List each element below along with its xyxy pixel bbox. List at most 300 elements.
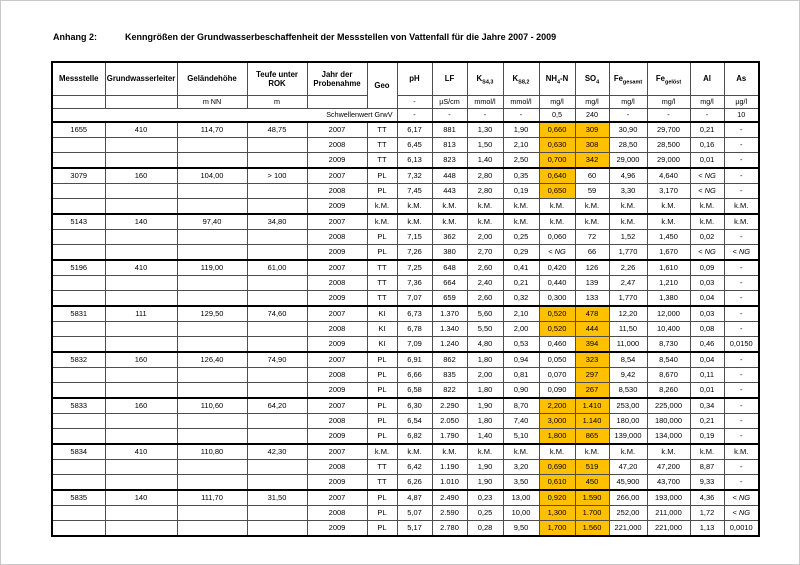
value-cell: 519	[575, 460, 609, 475]
value-cell: 0,21	[690, 414, 724, 429]
value-cell: 1,210	[647, 276, 690, 291]
value-cell: 8,670	[647, 368, 690, 383]
column-header-grundwasserleiter: Grundwasserleiter	[105, 62, 177, 96]
year-cell: 2009	[307, 291, 367, 307]
value-cell: 6,45	[397, 138, 432, 153]
value-cell: 6,82	[397, 429, 432, 445]
station-id-cell: 3079	[52, 168, 105, 184]
value-cell: k.M.	[397, 444, 432, 460]
threshold-value-cell: -	[609, 109, 647, 123]
value-cell: 865	[575, 429, 609, 445]
table-header	[52, 62, 759, 122]
header-main: Fe	[613, 74, 623, 84]
aquifer-cell	[105, 153, 177, 169]
year-cell: 2008	[307, 184, 367, 199]
value-cell: 1,40	[467, 429, 503, 445]
value-cell: 7,32	[397, 168, 432, 184]
value-cell: -	[724, 291, 759, 307]
ground-elevation-cell	[177, 460, 247, 475]
value-cell: -	[724, 414, 759, 429]
value-cell: < NG	[690, 184, 724, 199]
header-subscript: S4,3	[482, 79, 494, 86]
geo-cell: TT	[367, 276, 397, 291]
year-cell: 2007	[307, 260, 367, 276]
value-cell: 2,50	[503, 153, 539, 169]
value-cell: 8,70	[503, 398, 539, 414]
value-cell: -	[724, 122, 759, 138]
value-cell: 0,32	[503, 291, 539, 307]
column-header-as	[724, 62, 759, 96]
table-row	[52, 306, 759, 322]
aquifer-cell: 160	[105, 352, 177, 368]
value-cell: 0,01	[690, 383, 724, 399]
aquifer-cell	[105, 276, 177, 291]
value-cell: -	[724, 153, 759, 169]
aquifer-cell	[105, 230, 177, 245]
value-cell: -	[724, 260, 759, 276]
value-cell: k.M.	[432, 199, 467, 215]
value-cell: 8,730	[647, 337, 690, 353]
station-id-cell	[52, 383, 105, 399]
geo-cell: PL	[367, 184, 397, 199]
value-cell: 45,900	[609, 475, 647, 491]
value-cell: 2,00	[467, 368, 503, 383]
value-cell: 2,10	[503, 306, 539, 322]
value-cell: 1.370	[432, 306, 467, 322]
station-id-cell	[52, 153, 105, 169]
depth-cell	[247, 245, 307, 261]
value-cell: 0,90	[503, 383, 539, 399]
station-id-cell	[52, 460, 105, 475]
value-cell: < NG	[724, 490, 759, 506]
value-cell: 448	[432, 168, 467, 184]
ground-elevation-cell	[177, 153, 247, 169]
value-cell: 0,11	[690, 368, 724, 383]
geo-cell: KI	[367, 322, 397, 337]
ground-elevation-cell: 97,40	[177, 214, 247, 230]
value-cell: 0,02	[690, 230, 724, 245]
value-cell: 1.590	[575, 490, 609, 506]
table-row	[52, 490, 759, 506]
value-cell: 5,07	[397, 506, 432, 521]
value-cell: 444	[575, 322, 609, 337]
value-cell: 0,520	[539, 322, 575, 337]
value-cell: 1,700	[539, 521, 575, 537]
depth-cell	[247, 460, 307, 475]
value-cell: 0,01	[690, 153, 724, 169]
value-cell: k.M.	[467, 444, 503, 460]
value-cell: 253,00	[609, 398, 647, 414]
value-cell: 12,20	[609, 306, 647, 322]
aquifer-cell	[105, 429, 177, 445]
value-cell: k.M.	[609, 214, 647, 230]
value-cell: k.M.	[397, 214, 432, 230]
header-row-units	[52, 96, 759, 109]
geo-cell: PL	[367, 245, 397, 261]
table-row	[52, 506, 759, 521]
value-cell: 211,000	[647, 506, 690, 521]
value-cell: 180,00	[609, 414, 647, 429]
value-cell: 1,300	[539, 506, 575, 521]
value-cell: k.M.	[539, 214, 575, 230]
value-cell: 2,00	[467, 230, 503, 245]
value-cell: 72	[575, 230, 609, 245]
ground-elevation-cell	[177, 337, 247, 353]
station-id-cell	[52, 245, 105, 261]
year-cell: 2009	[307, 383, 367, 399]
geo-cell: PL	[367, 490, 397, 506]
ground-elevation-cell	[177, 199, 247, 215]
header-main: Fe	[655, 74, 665, 84]
depth-cell: 74,90	[247, 352, 307, 368]
value-cell: 0,300	[539, 291, 575, 307]
table-row	[52, 368, 759, 383]
value-cell: 0,690	[539, 460, 575, 475]
value-cell: 3,20	[503, 460, 539, 475]
value-cell: 0,0010	[724, 521, 759, 537]
value-cell: 0,700	[539, 153, 575, 169]
station-id-cell: 5831	[52, 306, 105, 322]
year-cell: 2007	[307, 214, 367, 230]
ground-elevation-cell: 111,70	[177, 490, 247, 506]
station-id-cell	[52, 184, 105, 199]
year-cell: 2009	[307, 153, 367, 169]
table-row	[52, 168, 759, 184]
value-cell: 4,36	[690, 490, 724, 506]
value-cell: k.M.	[503, 214, 539, 230]
unit-cell	[52, 96, 105, 109]
threshold-label: Schwellenwert GrwV	[52, 109, 397, 123]
value-cell: -	[724, 230, 759, 245]
value-cell: 0,090	[539, 383, 575, 399]
aquifer-cell: 160	[105, 398, 177, 414]
value-cell: 862	[432, 352, 467, 368]
value-cell: 30,90	[609, 122, 647, 138]
depth-cell	[247, 291, 307, 307]
value-cell: 3,170	[647, 184, 690, 199]
value-cell: -	[724, 429, 759, 445]
value-cell: 28,500	[647, 138, 690, 153]
value-cell: k.M.	[724, 214, 759, 230]
value-cell: 0,23	[467, 490, 503, 506]
value-cell: 6,30	[397, 398, 432, 414]
geo-cell: k.M.	[367, 214, 397, 230]
header-main: NH	[545, 74, 557, 84]
header-main: Al	[703, 74, 711, 84]
value-cell: k.M.	[724, 444, 759, 460]
column-header-nh4-n	[539, 62, 575, 96]
value-cell: 1.410	[575, 398, 609, 414]
value-cell: 297	[575, 368, 609, 383]
value-cell: 221,000	[609, 521, 647, 537]
ground-elevation-cell: 129,50	[177, 306, 247, 322]
value-cell: 813	[432, 138, 467, 153]
column-header-so4	[575, 62, 609, 96]
ground-elevation-cell: 110,60	[177, 398, 247, 414]
value-cell: 11,000	[609, 337, 647, 353]
value-cell: 0,920	[539, 490, 575, 506]
aquifer-cell: 140	[105, 214, 177, 230]
depth-cell	[247, 230, 307, 245]
value-cell: 659	[432, 291, 467, 307]
value-cell: 0,21	[503, 276, 539, 291]
value-cell: 0,630	[539, 138, 575, 153]
depth-cell	[247, 506, 307, 521]
aquifer-cell: 140	[105, 490, 177, 506]
value-cell: 1,770	[609, 291, 647, 307]
value-cell: 2.050	[432, 414, 467, 429]
header-subscript: gelöst	[664, 79, 682, 86]
value-cell: 0,460	[539, 337, 575, 353]
value-cell: 1,52	[609, 230, 647, 245]
value-cell: k.M.	[609, 444, 647, 460]
value-cell: 6,78	[397, 322, 432, 337]
value-cell: -	[724, 383, 759, 399]
value-cell: 0,050	[539, 352, 575, 368]
header-main: LF	[444, 74, 455, 84]
table-row	[52, 460, 759, 475]
ground-elevation-cell	[177, 368, 247, 383]
value-cell: 0,25	[467, 506, 503, 521]
station-id-cell	[52, 506, 105, 521]
value-cell: 0,19	[503, 184, 539, 199]
value-cell: 2,10	[503, 138, 539, 153]
column-header-geo: Geo	[367, 62, 397, 109]
aquifer-cell	[105, 199, 177, 215]
depth-cell	[247, 414, 307, 429]
value-cell: k.M.	[647, 444, 690, 460]
value-cell: 5,17	[397, 521, 432, 537]
value-cell: k.M.	[690, 214, 724, 230]
table-row	[52, 291, 759, 307]
table-row	[52, 322, 759, 337]
value-cell: 0,640	[539, 168, 575, 184]
depth-cell	[247, 383, 307, 399]
value-cell: 835	[432, 368, 467, 383]
year-cell: 2008	[307, 322, 367, 337]
aquifer-cell	[105, 521, 177, 537]
value-cell: 0,610	[539, 475, 575, 491]
value-cell: 0,19	[690, 429, 724, 445]
value-cell: 7,25	[397, 260, 432, 276]
value-cell: 0,03	[690, 276, 724, 291]
value-cell: 0,070	[539, 368, 575, 383]
value-cell: -	[724, 138, 759, 153]
value-cell: 1,30	[467, 122, 503, 138]
value-cell: 1,770	[609, 245, 647, 261]
value-cell: 1,80	[467, 414, 503, 429]
ground-elevation-cell	[177, 276, 247, 291]
aquifer-cell: 160	[105, 168, 177, 184]
value-cell: -	[724, 276, 759, 291]
value-cell: 6,54	[397, 414, 432, 429]
value-cell: 6,91	[397, 352, 432, 368]
threshold-value-cell: 0,5	[539, 109, 575, 123]
value-cell: 0,21	[690, 122, 724, 138]
value-cell: < NG	[690, 245, 724, 261]
column-header-fegel-st	[647, 62, 690, 96]
value-cell: 29,700	[647, 122, 690, 138]
value-cell: 8,530	[609, 383, 647, 399]
value-cell: k.M.	[575, 199, 609, 215]
value-cell: 309	[575, 122, 609, 138]
geo-cell: TT	[367, 260, 397, 276]
value-cell: 0,04	[690, 352, 724, 368]
value-cell: 0,16	[690, 138, 724, 153]
header-main: SO	[584, 74, 597, 84]
value-cell: 0,41	[503, 260, 539, 276]
column-header-ph	[397, 62, 432, 96]
value-cell: 823	[432, 153, 467, 169]
year-cell: 2008	[307, 414, 367, 429]
value-cell: 133	[575, 291, 609, 307]
aquifer-cell: 410	[105, 260, 177, 276]
station-id-cell	[52, 276, 105, 291]
year-cell: 2007	[307, 398, 367, 414]
depth-cell	[247, 138, 307, 153]
value-cell: 0,520	[539, 306, 575, 322]
value-cell: 2,00	[503, 322, 539, 337]
value-cell: 0,04	[690, 291, 724, 307]
value-cell: 2,70	[467, 245, 503, 261]
geo-cell: PL	[367, 414, 397, 429]
value-cell: 6,42	[397, 460, 432, 475]
column-header-gel-ndeh-he: Geländehöhe	[177, 62, 247, 96]
table-row	[52, 214, 759, 230]
depth-cell: 61,00	[247, 260, 307, 276]
value-cell: 10,00	[503, 506, 539, 521]
aquifer-cell: 410	[105, 122, 177, 138]
value-cell: 1,610	[647, 260, 690, 276]
geo-cell: PL	[367, 398, 397, 414]
unit-cell: mg/l	[690, 96, 724, 109]
header-tail: -N	[560, 74, 569, 84]
value-cell: 59	[575, 184, 609, 199]
value-cell: 2.490	[432, 490, 467, 506]
value-cell: 7,36	[397, 276, 432, 291]
value-cell: 47,200	[647, 460, 690, 475]
value-cell: 3,50	[503, 475, 539, 491]
table-row	[52, 414, 759, 429]
year-cell: 2007	[307, 168, 367, 184]
value-cell: 126	[575, 260, 609, 276]
value-cell: k.M.	[647, 199, 690, 215]
column-header-teufe-unter-rok: Teufe unter ROK	[247, 62, 307, 96]
threshold-value-cell: 10	[724, 109, 759, 123]
year-cell: 2009	[307, 475, 367, 491]
station-id-cell	[52, 414, 105, 429]
value-cell: k.M.	[575, 214, 609, 230]
value-cell: 4,80	[467, 337, 503, 353]
value-cell: 1,80	[467, 383, 503, 399]
value-cell: 8,540	[647, 352, 690, 368]
value-cell: 1,380	[647, 291, 690, 307]
value-cell: 3,000	[539, 414, 575, 429]
value-cell: k.M.	[467, 199, 503, 215]
value-cell: 7,26	[397, 245, 432, 261]
table-row	[52, 276, 759, 291]
ground-elevation-cell	[177, 245, 247, 261]
value-cell: 1,72	[690, 506, 724, 521]
column-header-messstelle: Messstelle	[52, 62, 105, 96]
column-header-ks8-2	[503, 62, 539, 96]
value-cell: k.M.	[539, 199, 575, 215]
value-cell: 1.240	[432, 337, 467, 353]
header-main: pH	[409, 74, 420, 84]
value-cell: k.M.	[503, 199, 539, 215]
geo-cell: k.M.	[367, 444, 397, 460]
value-cell: 2.780	[432, 521, 467, 537]
station-id-cell: 5833	[52, 398, 105, 414]
value-cell: k.M.	[432, 214, 467, 230]
value-cell: 1.340	[432, 322, 467, 337]
table-row	[52, 260, 759, 276]
depth-cell: 34,80	[247, 214, 307, 230]
value-cell: 0,81	[503, 368, 539, 383]
value-cell: 0,060	[539, 230, 575, 245]
value-cell: 2.290	[432, 398, 467, 414]
value-cell: 1,90	[503, 122, 539, 138]
value-cell: 6,17	[397, 122, 432, 138]
value-cell: 1,13	[690, 521, 724, 537]
aquifer-cell	[105, 337, 177, 353]
value-cell: 11,50	[609, 322, 647, 337]
value-cell: 7,15	[397, 230, 432, 245]
value-cell: 12,000	[647, 306, 690, 322]
groundwater-quality-table	[51, 61, 760, 537]
value-cell: 0,08	[690, 322, 724, 337]
threshold-value-cell: -	[397, 109, 432, 123]
unit-cell: µg/l	[724, 96, 759, 109]
year-cell: 2008	[307, 506, 367, 521]
table-row	[52, 245, 759, 261]
value-cell: 1.560	[575, 521, 609, 537]
value-cell: 2,60	[467, 260, 503, 276]
geo-cell: TT	[367, 460, 397, 475]
value-cell: 1.790	[432, 429, 467, 445]
value-cell: 0,94	[503, 352, 539, 368]
year-cell: 2008	[307, 230, 367, 245]
value-cell: -	[724, 368, 759, 383]
value-cell: 5,60	[467, 306, 503, 322]
value-cell: 6,26	[397, 475, 432, 491]
geo-cell: KI	[367, 337, 397, 353]
value-cell: 6,73	[397, 306, 432, 322]
station-id-cell	[52, 521, 105, 537]
value-cell: 4,87	[397, 490, 432, 506]
value-cell: 6,66	[397, 368, 432, 383]
value-cell: 7,09	[397, 337, 432, 353]
value-cell: 478	[575, 306, 609, 322]
station-id-cell	[52, 429, 105, 445]
value-cell: 2,47	[609, 276, 647, 291]
threshold-value-cell: -	[503, 109, 539, 123]
threshold-row	[52, 109, 759, 123]
value-cell: < NG	[690, 168, 724, 184]
table-row	[52, 153, 759, 169]
value-cell: 0,25	[503, 230, 539, 245]
column-header-al	[690, 62, 724, 96]
station-id-cell: 1655	[52, 122, 105, 138]
value-cell: 2,80	[467, 184, 503, 199]
value-cell: 6,58	[397, 383, 432, 399]
geo-cell: PL	[367, 352, 397, 368]
table-row	[52, 184, 759, 199]
value-cell: < NG	[539, 245, 575, 261]
year-cell: 2007	[307, 352, 367, 368]
geo-cell: PL	[367, 368, 397, 383]
depth-cell: 48,75	[247, 122, 307, 138]
